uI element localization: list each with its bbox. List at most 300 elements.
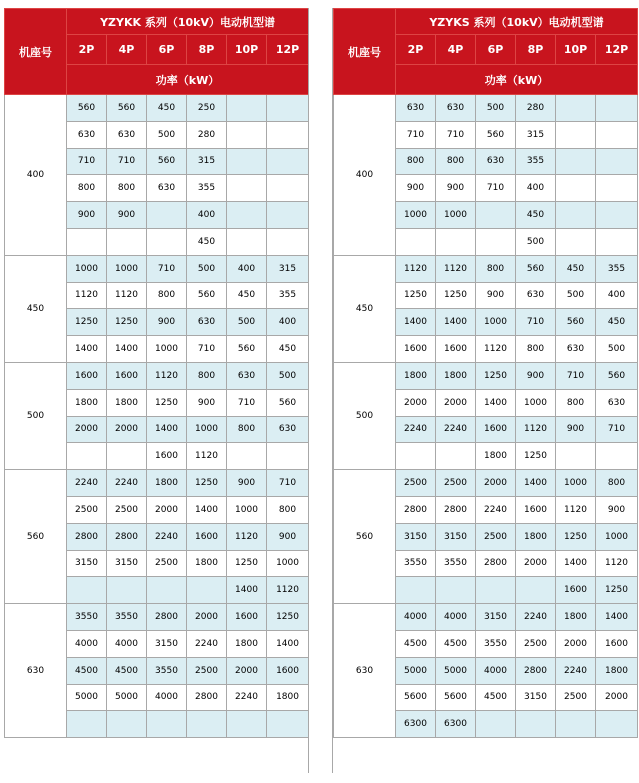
power-value-cell: 1800 xyxy=(556,604,596,631)
power-value-cell: 1250 xyxy=(396,282,436,309)
power-value-cell: 500 xyxy=(596,336,638,363)
power-value-cell: 3150 xyxy=(436,523,476,550)
power-value-cell xyxy=(227,711,267,738)
power-value-cell: 2240 xyxy=(396,416,436,443)
power-value-cell: 560 xyxy=(227,336,267,363)
power-value-cell: 710 xyxy=(147,255,187,282)
power-header: 功率（kW） xyxy=(67,65,309,95)
power-value-cell: 1120 xyxy=(67,282,107,309)
table-row xyxy=(5,255,309,282)
power-value-cell: 2500 xyxy=(556,684,596,711)
power-value-cell: 710 xyxy=(556,362,596,389)
power-value-cell: 315 xyxy=(267,255,309,282)
yzyks-spec-table xyxy=(333,8,638,738)
pole-header: 10P xyxy=(556,35,596,65)
table-row xyxy=(334,95,638,122)
power-value-cell xyxy=(67,228,107,255)
power-value-cell: 630 xyxy=(107,121,147,148)
power-value-cell: 1400 xyxy=(436,309,476,336)
power-value-cell xyxy=(107,711,147,738)
power-value-cell: 1250 xyxy=(147,389,187,416)
power-value-cell xyxy=(396,228,436,255)
power-value-cell xyxy=(227,95,267,122)
power-value-cell: 4000 xyxy=(476,657,516,684)
power-value-cell: 500 xyxy=(476,95,516,122)
power-value-cell: 900 xyxy=(227,470,267,497)
power-value-cell: 5000 xyxy=(436,657,476,684)
pole-header: 6P xyxy=(147,35,187,65)
power-value-cell: 2800 xyxy=(107,523,147,550)
power-value-cell: 630 xyxy=(516,282,556,309)
power-value-cell: 710 xyxy=(596,416,638,443)
power-value-cell: 2500 xyxy=(436,470,476,497)
power-value-cell: 400 xyxy=(596,282,638,309)
power-value-cell xyxy=(596,148,638,175)
frame-number-cell: 400 xyxy=(5,95,67,256)
power-value-cell xyxy=(227,202,267,229)
frame-number-header: 机座号 xyxy=(5,9,67,95)
power-value-cell: 1800 xyxy=(147,470,187,497)
power-value-cell: 2000 xyxy=(476,470,516,497)
power-value-cell: 1000 xyxy=(67,255,107,282)
pole-header: 8P xyxy=(516,35,556,65)
power-value-cell: 630 xyxy=(596,389,638,416)
power-value-cell: 1400 xyxy=(147,416,187,443)
power-value-cell xyxy=(556,148,596,175)
table-row xyxy=(5,362,309,389)
power-value-cell: 3150 xyxy=(147,630,187,657)
power-value-cell xyxy=(516,577,556,604)
power-value-cell: 450 xyxy=(556,255,596,282)
power-value-cell: 900 xyxy=(436,175,476,202)
power-value-cell xyxy=(436,577,476,604)
power-value-cell: 710 xyxy=(227,389,267,416)
power-value-cell: 4500 xyxy=(107,657,147,684)
yzykk-spec-table xyxy=(4,8,309,738)
power-value-cell: 2000 xyxy=(227,657,267,684)
power-value-cell: 500 xyxy=(187,255,227,282)
power-value-cell xyxy=(147,711,187,738)
power-header: 功率（kW） xyxy=(396,65,638,95)
power-value-cell: 900 xyxy=(187,389,227,416)
power-value-cell: 2000 xyxy=(516,550,556,577)
power-value-cell xyxy=(476,577,516,604)
power-value-cell xyxy=(596,711,638,738)
power-value-cell: 400 xyxy=(267,309,309,336)
power-value-cell: 400 xyxy=(227,255,267,282)
power-value-cell xyxy=(556,443,596,470)
power-value-cell: 2240 xyxy=(436,416,476,443)
power-value-cell: 560 xyxy=(147,148,187,175)
power-value-cell: 2500 xyxy=(516,630,556,657)
pole-header: 6P xyxy=(476,35,516,65)
power-value-cell: 2240 xyxy=(476,496,516,523)
power-value-cell: 2800 xyxy=(476,550,516,577)
pole-header: 2P xyxy=(396,35,436,65)
power-value-cell: 1250 xyxy=(107,309,147,336)
power-value-cell: 1000 xyxy=(227,496,267,523)
power-value-cell: 500 xyxy=(267,362,309,389)
power-value-cell: 1600 xyxy=(67,362,107,389)
power-value-cell: 1000 xyxy=(516,389,556,416)
power-value-cell xyxy=(227,175,267,202)
power-value-cell: 1120 xyxy=(596,550,638,577)
power-value-cell: 630 xyxy=(556,336,596,363)
power-value-cell xyxy=(596,443,638,470)
power-value-cell: 630 xyxy=(396,95,436,122)
power-value-cell xyxy=(556,228,596,255)
power-value-cell xyxy=(596,228,638,255)
power-value-cell: 3150 xyxy=(67,550,107,577)
power-value-cell: 1600 xyxy=(436,336,476,363)
power-value-cell: 1800 xyxy=(187,550,227,577)
power-value-cell: 1600 xyxy=(227,604,267,631)
power-value-cell: 800 xyxy=(227,416,267,443)
power-value-cell: 1000 xyxy=(267,550,309,577)
table-row xyxy=(334,470,638,497)
frame-number-cell: 400 xyxy=(334,95,396,256)
power-value-cell: 4500 xyxy=(436,630,476,657)
power-value-cell: 355 xyxy=(187,175,227,202)
power-value-cell: 900 xyxy=(107,202,147,229)
power-value-cell: 1800 xyxy=(436,362,476,389)
power-value-cell: 1600 xyxy=(107,362,147,389)
power-value-cell: 2800 xyxy=(147,604,187,631)
power-value-cell: 6300 xyxy=(436,711,476,738)
power-value-cell: 560 xyxy=(107,95,147,122)
pole-header: 2P xyxy=(67,35,107,65)
power-value-cell: 2000 xyxy=(436,389,476,416)
power-value-cell xyxy=(596,95,638,122)
power-value-cell xyxy=(267,148,309,175)
power-value-cell: 710 xyxy=(267,470,309,497)
frame-number-cell: 630 xyxy=(334,604,396,738)
power-value-cell xyxy=(267,443,309,470)
frame-number-cell: 500 xyxy=(5,362,67,469)
power-value-cell: 1600 xyxy=(596,630,638,657)
power-value-cell: 1250 xyxy=(476,362,516,389)
table-title: YZYKK 系列（10kV）电动机型谱 xyxy=(67,9,309,35)
power-value-cell xyxy=(147,577,187,604)
power-value-cell: 1120 xyxy=(516,416,556,443)
power-value-cell: 2240 xyxy=(227,684,267,711)
power-value-cell: 560 xyxy=(187,282,227,309)
power-value-cell: 1120 xyxy=(556,496,596,523)
power-value-cell: 2500 xyxy=(476,523,516,550)
power-value-cell: 560 xyxy=(267,389,309,416)
power-value-cell: 400 xyxy=(516,175,556,202)
power-value-cell: 400 xyxy=(187,202,227,229)
power-value-cell: 1000 xyxy=(187,416,227,443)
power-value-cell: 2500 xyxy=(396,470,436,497)
power-value-cell: 2800 xyxy=(396,496,436,523)
power-value-cell: 900 xyxy=(516,362,556,389)
power-value-cell: 1250 xyxy=(516,443,556,470)
power-value-cell: 1600 xyxy=(396,336,436,363)
power-value-cell: 500 xyxy=(147,121,187,148)
power-value-cell: 1120 xyxy=(436,255,476,282)
table-separator xyxy=(308,8,333,773)
power-value-cell: 1250 xyxy=(436,282,476,309)
power-value-cell: 1600 xyxy=(147,443,187,470)
power-value-cell xyxy=(267,95,309,122)
power-value-cell: 1120 xyxy=(147,362,187,389)
power-value-cell xyxy=(556,95,596,122)
power-value-cell: 1400 xyxy=(516,470,556,497)
power-value-cell xyxy=(267,711,309,738)
power-value-cell: 355 xyxy=(596,255,638,282)
power-value-cell: 1000 xyxy=(107,255,147,282)
power-value-cell xyxy=(556,202,596,229)
power-value-cell: 560 xyxy=(556,309,596,336)
power-value-cell: 1250 xyxy=(67,309,107,336)
power-value-cell: 3550 xyxy=(147,657,187,684)
power-value-cell xyxy=(476,228,516,255)
power-value-cell: 3550 xyxy=(107,604,147,631)
pole-header: 12P xyxy=(267,35,309,65)
table-title: YZYKS 系列（10kV）电动机型谱 xyxy=(396,9,638,35)
power-value-cell: 1400 xyxy=(107,336,147,363)
power-value-cell: 2500 xyxy=(107,496,147,523)
power-value-cell xyxy=(187,711,227,738)
power-value-cell: 4000 xyxy=(396,604,436,631)
table-row xyxy=(5,470,309,497)
power-value-cell: 315 xyxy=(187,148,227,175)
power-value-cell: 2240 xyxy=(147,523,187,550)
power-value-cell xyxy=(227,443,267,470)
power-value-cell: 500 xyxy=(556,282,596,309)
power-value-cell: 2240 xyxy=(516,604,556,631)
power-value-cell: 1400 xyxy=(396,309,436,336)
power-value-cell: 4500 xyxy=(396,630,436,657)
power-value-cell: 3550 xyxy=(436,550,476,577)
power-value-cell: 5000 xyxy=(396,657,436,684)
power-value-cell: 5600 xyxy=(436,684,476,711)
power-value-cell: 560 xyxy=(476,121,516,148)
power-value-cell: 630 xyxy=(267,416,309,443)
power-value-cell: 800 xyxy=(596,470,638,497)
power-value-cell: 710 xyxy=(436,121,476,148)
power-value-cell: 710 xyxy=(187,336,227,363)
power-value-cell: 450 xyxy=(187,228,227,255)
power-value-cell: 1120 xyxy=(476,336,516,363)
power-value-cell xyxy=(147,228,187,255)
power-value-cell: 1600 xyxy=(476,416,516,443)
power-value-cell: 710 xyxy=(396,121,436,148)
power-value-cell: 2000 xyxy=(187,604,227,631)
power-value-cell xyxy=(596,121,638,148)
power-value-cell: 450 xyxy=(596,309,638,336)
frame-number-cell: 450 xyxy=(5,255,67,362)
power-value-cell: 1600 xyxy=(516,496,556,523)
power-value-cell: 800 xyxy=(396,148,436,175)
power-value-cell: 1800 xyxy=(267,684,309,711)
power-value-cell: 5000 xyxy=(67,684,107,711)
power-value-cell xyxy=(476,711,516,738)
power-value-cell: 2500 xyxy=(147,550,187,577)
power-value-cell xyxy=(147,202,187,229)
power-value-cell xyxy=(267,202,309,229)
power-value-cell xyxy=(187,577,227,604)
power-value-cell: 1400 xyxy=(556,550,596,577)
power-value-cell: 900 xyxy=(596,496,638,523)
power-value-cell: 800 xyxy=(476,255,516,282)
power-value-cell: 2240 xyxy=(67,470,107,497)
power-value-cell xyxy=(227,228,267,255)
power-value-cell: 800 xyxy=(516,336,556,363)
table-row xyxy=(334,362,638,389)
pole-header: 4P xyxy=(107,35,147,65)
power-value-cell: 280 xyxy=(516,95,556,122)
power-value-cell: 2240 xyxy=(556,657,596,684)
power-value-cell: 2240 xyxy=(107,470,147,497)
power-value-cell: 2500 xyxy=(67,496,107,523)
power-value-cell: 2000 xyxy=(67,416,107,443)
power-value-cell: 250 xyxy=(187,95,227,122)
power-value-cell: 450 xyxy=(227,282,267,309)
frame-number-cell: 450 xyxy=(334,255,396,362)
power-value-cell xyxy=(227,121,267,148)
power-value-cell: 800 xyxy=(147,282,187,309)
power-value-cell: 1800 xyxy=(227,630,267,657)
power-value-cell: 710 xyxy=(476,175,516,202)
power-value-cell xyxy=(516,711,556,738)
power-value-cell: 315 xyxy=(516,121,556,148)
power-value-cell: 710 xyxy=(516,309,556,336)
power-value-cell: 3550 xyxy=(67,604,107,631)
table-row xyxy=(5,95,309,122)
power-value-cell: 2000 xyxy=(556,630,596,657)
power-value-cell: 450 xyxy=(267,336,309,363)
power-value-cell: 1800 xyxy=(476,443,516,470)
power-value-cell xyxy=(596,202,638,229)
power-value-cell: 800 xyxy=(67,175,107,202)
power-value-cell: 2240 xyxy=(187,630,227,657)
power-value-cell: 3550 xyxy=(476,630,516,657)
power-value-cell: 450 xyxy=(147,95,187,122)
power-value-cell: 1250 xyxy=(267,604,309,631)
power-value-cell xyxy=(107,577,147,604)
power-value-cell: 4500 xyxy=(67,657,107,684)
power-value-cell: 1000 xyxy=(147,336,187,363)
pole-header: 12P xyxy=(596,35,638,65)
power-value-cell: 3550 xyxy=(396,550,436,577)
power-value-cell xyxy=(556,175,596,202)
power-value-cell xyxy=(396,577,436,604)
power-value-cell: 3150 xyxy=(107,550,147,577)
power-value-cell xyxy=(67,443,107,470)
power-value-cell xyxy=(107,443,147,470)
power-value-cell: 1250 xyxy=(187,470,227,497)
power-value-cell: 900 xyxy=(556,416,596,443)
power-value-cell: 1800 xyxy=(516,523,556,550)
frame-number-cell: 560 xyxy=(5,470,67,604)
power-value-cell: 710 xyxy=(107,148,147,175)
power-value-cell: 4000 xyxy=(147,684,187,711)
frame-number-cell: 500 xyxy=(334,362,396,469)
power-value-cell: 630 xyxy=(147,175,187,202)
power-value-cell: 500 xyxy=(516,228,556,255)
power-value-cell: 560 xyxy=(67,95,107,122)
power-value-cell: 4000 xyxy=(107,630,147,657)
power-value-cell xyxy=(596,175,638,202)
power-value-cell xyxy=(436,443,476,470)
table-row xyxy=(5,604,309,631)
power-value-cell xyxy=(107,228,147,255)
power-value-cell: 630 xyxy=(476,148,516,175)
power-value-cell: 2000 xyxy=(147,496,187,523)
power-value-cell: 355 xyxy=(516,148,556,175)
power-value-cell: 2000 xyxy=(396,389,436,416)
frame-number-header: 机座号 xyxy=(334,9,396,95)
power-value-cell: 1120 xyxy=(107,282,147,309)
power-value-cell: 630 xyxy=(187,309,227,336)
power-value-cell: 1600 xyxy=(267,657,309,684)
power-value-cell: 1000 xyxy=(476,309,516,336)
power-value-cell: 1800 xyxy=(596,657,638,684)
power-value-cell: 900 xyxy=(147,309,187,336)
power-value-cell: 5000 xyxy=(107,684,147,711)
power-value-cell: 1250 xyxy=(227,550,267,577)
power-value-cell: 1400 xyxy=(476,389,516,416)
power-value-cell: 800 xyxy=(436,148,476,175)
power-value-cell xyxy=(436,228,476,255)
power-value-cell xyxy=(476,202,516,229)
power-value-cell: 900 xyxy=(476,282,516,309)
power-value-cell: 2000 xyxy=(107,416,147,443)
power-value-cell: 2800 xyxy=(436,496,476,523)
power-value-cell: 2800 xyxy=(67,523,107,550)
power-value-cell xyxy=(267,228,309,255)
power-value-cell: 710 xyxy=(67,148,107,175)
power-value-cell: 800 xyxy=(187,362,227,389)
power-value-cell: 1250 xyxy=(556,523,596,550)
power-value-cell: 3150 xyxy=(516,684,556,711)
power-value-cell: 4500 xyxy=(476,684,516,711)
power-value-cell: 1120 xyxy=(267,577,309,604)
table-row xyxy=(334,604,638,631)
power-value-cell: 1000 xyxy=(436,202,476,229)
power-value-cell: 1000 xyxy=(396,202,436,229)
power-value-cell xyxy=(67,577,107,604)
power-value-cell: 5600 xyxy=(396,684,436,711)
power-value-cell xyxy=(227,148,267,175)
power-value-cell: 2800 xyxy=(187,684,227,711)
power-value-cell: 1250 xyxy=(596,577,638,604)
power-value-cell: 2000 xyxy=(596,684,638,711)
power-value-cell: 3150 xyxy=(396,523,436,550)
power-value-cell: 1000 xyxy=(596,523,638,550)
power-value-cell: 280 xyxy=(187,121,227,148)
power-value-cell: 1120 xyxy=(396,255,436,282)
pole-header: 4P xyxy=(436,35,476,65)
power-value-cell: 355 xyxy=(267,282,309,309)
power-value-cell: 630 xyxy=(67,121,107,148)
power-value-cell: 6300 xyxy=(396,711,436,738)
power-value-cell xyxy=(67,711,107,738)
pole-header: 8P xyxy=(187,35,227,65)
frame-number-cell: 560 xyxy=(334,470,396,604)
power-value-cell: 1120 xyxy=(187,443,227,470)
power-value-cell: 1600 xyxy=(187,523,227,550)
power-value-cell: 800 xyxy=(267,496,309,523)
power-value-cell: 500 xyxy=(227,309,267,336)
power-value-cell: 800 xyxy=(107,175,147,202)
power-value-cell: 1800 xyxy=(67,389,107,416)
power-value-cell: 3150 xyxy=(476,604,516,631)
power-value-cell: 1400 xyxy=(227,577,267,604)
power-value-cell: 560 xyxy=(596,362,638,389)
